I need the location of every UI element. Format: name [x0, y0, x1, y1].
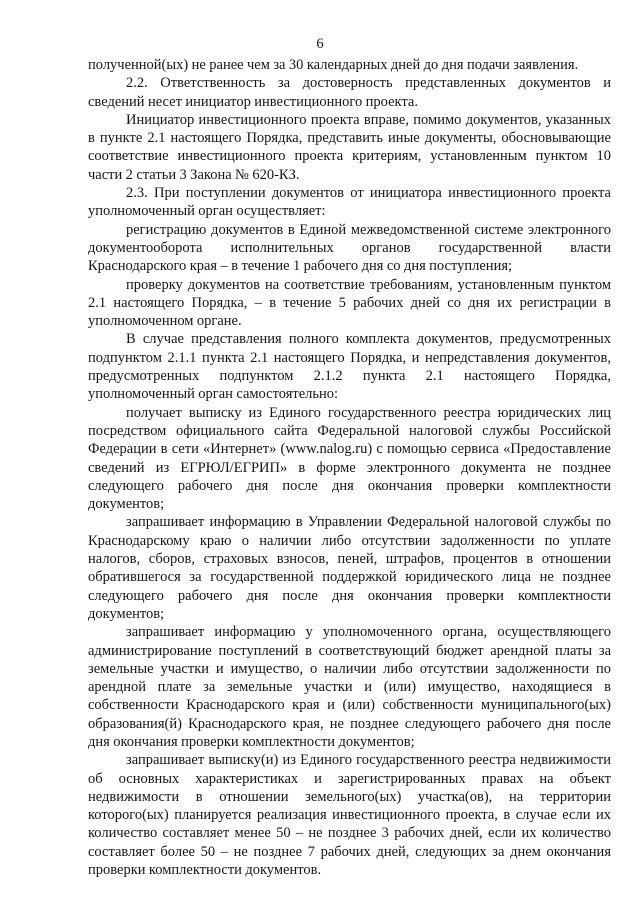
- paragraph-rent-request: запрашивает информацию у уполномоченного органа, осуществляющего администрирование поступлений в соответствующий бюджет арендной платы за земельные участки и имущество, о наличии либо отсутствии задолженности по арендной плате за земельные участки и (или) имущество, находящиеся в собственности Краснодарского края и (или) собственности муниципального(ых) образования(й) Краснодарского края, не позднее следующего рабочего дня после дня окончания проверки комплектности документов;: [88, 624, 611, 750]
- paragraph-egrn-extract: запрашивает выписку(и) из Единого государственного реестра недвижимости об основных характеристиках и зарегистрированных правах на объект недвижимости в отношении земельного(ых) участка(ов), на территории которого(ых) планируется реализация инвестиционного проекта, в случае если их количество составляет менее 50 – не позднее 3 рабочих дней, если их количество составляет более 50 – не позднее 7 рабочих дней, следующих за днем окончания проверки комплектности документов.: [88, 752, 611, 879]
- paragraph-2-3: 2.3. При поступлении документов от инициатора инвестиционного проекта уполномоченный орган осуществляет:: [88, 185, 611, 220]
- page-number: 6: [316, 36, 324, 52]
- paragraph-tax-request: запрашивает информацию в Управлении Федеральной налоговой службы по Краснодарскому краю о наличии либо отсутствии задолженности по уплате налогов, сборов, страховых взносов, пеней, штрафов, процентов в отношении обратившегося за государственной поддержкой юридического лица не позднее следующего рабочего дня после дня окончания проверки комплектности документов;: [88, 514, 611, 622]
- paragraph-registration: регистрацию документов в Единой межведомственной системе электронного документооборота исполнительных органов государственной власти Краснодарского края – в течение 1 рабочего дня со дня поступления;: [88, 221, 611, 275]
- paragraph-2-2: 2.2. Ответственность за достоверность представленных документов и сведений несет инициатор инвестиционного проекта.: [88, 75, 611, 110]
- paragraph-1: полученной(ых) не ранее чем за 30 календарных дней до дня подачи заявления.: [88, 57, 579, 73]
- paragraph-egrul-extract: получает выписку из Единого государственного реестра юридических лиц посредством официального сайта Федеральной налоговой службы Российской Федерации в сети «Интернет» (www.nalog.ru) с помощью сервиса «Предоставление сведений из ЕГРЮЛ/ЕГРИП» в форме электронного документа не позднее следующего рабочего дня после дня окончания проверки комплектности документов;: [88, 404, 611, 513]
- document-body: [88, 56, 611, 879]
- paragraph-full-set: В случае представления полного комплекта документов, предусмотренных подпунктом 2.1.1 пункта 2.1 настоящего Порядка, и непредставления документов, предусмотренных подпунктом 2.1.2 пункта 2.1 настоящего Порядка, уполномоченный орган самостоятельно:: [88, 331, 611, 403]
- paragraph-verification: проверку документов на соответствие требованиям, установленным пунктом 2.1 настоящего Порядка, – в течение 5 рабочих дней со дня их регистрации в уполномоченном органе.: [88, 276, 611, 330]
- paragraph-initiator-rights: Инициатор инвестиционного проекта вправе, помимо документов, указанных в пункте 2.1 настоящего Порядка, представить иные документы, обосновывающие соответствие инвестиционного проекта критериям, установленным пунктом 10 части 2 статьи 3 Закона № 620-КЗ.: [88, 111, 611, 183]
